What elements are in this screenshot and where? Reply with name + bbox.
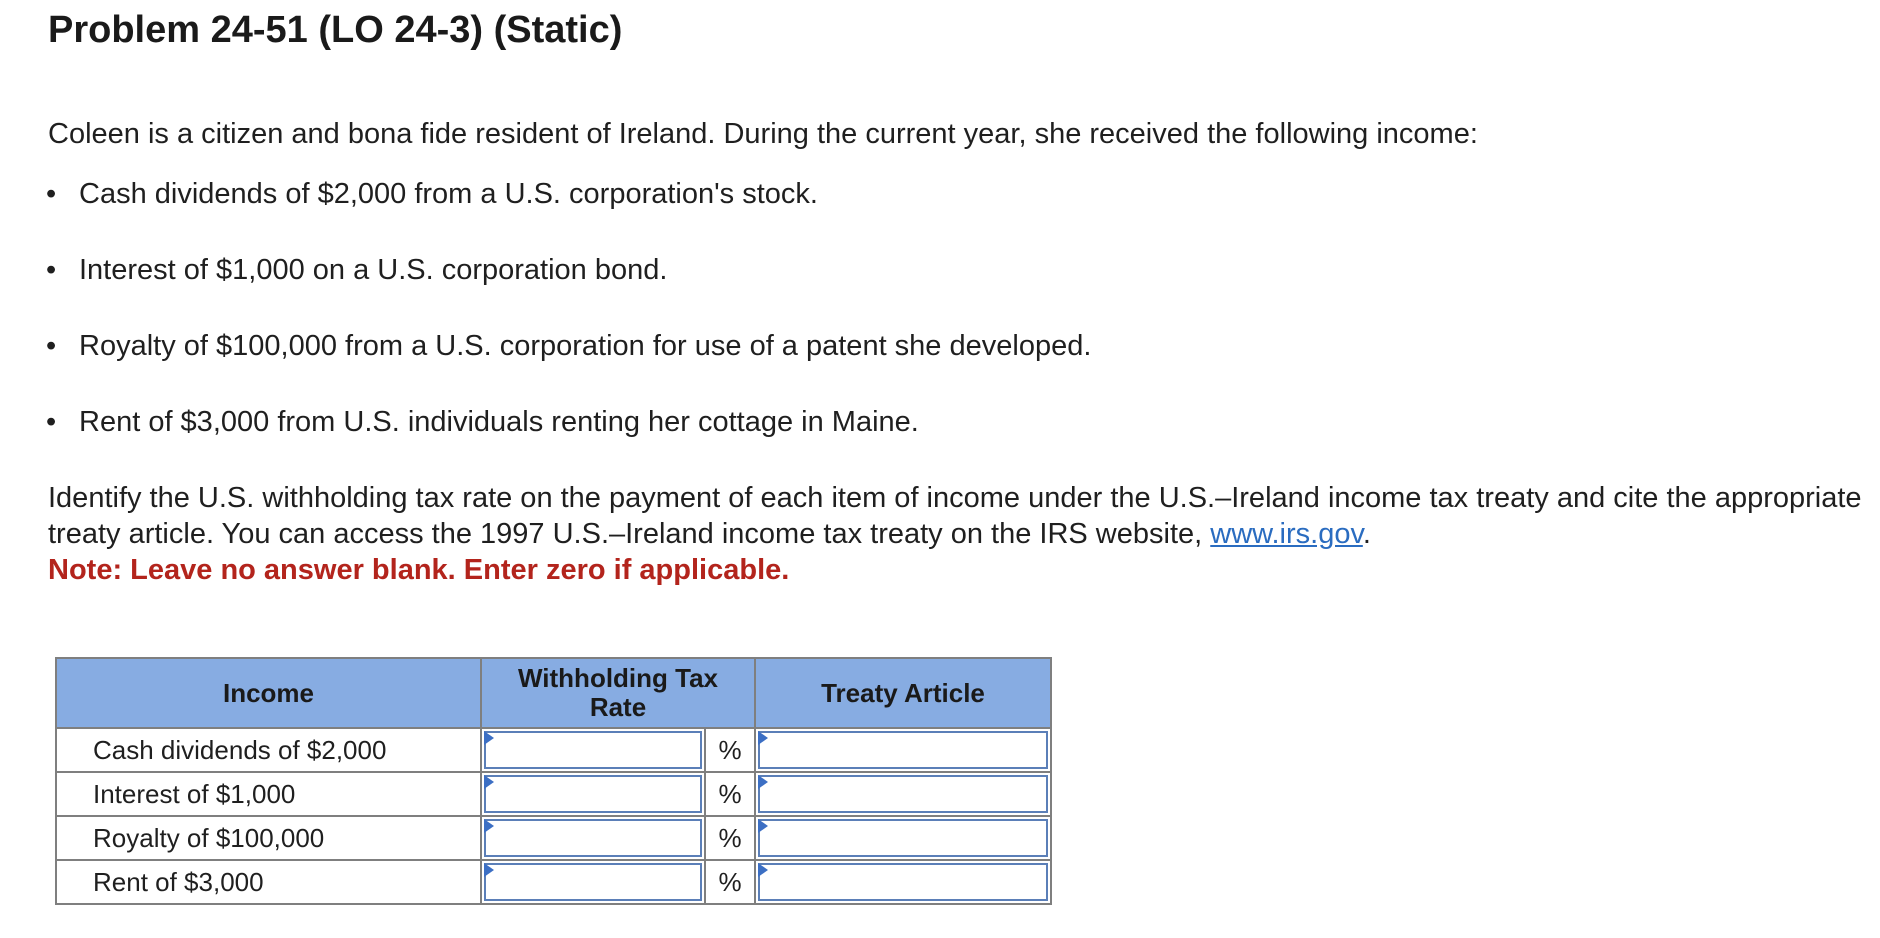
article-cell [755, 816, 1051, 860]
article-field [758, 775, 1048, 813]
input-marker-icon [484, 863, 494, 877]
irs-link[interactable]: www.irs.gov [1210, 518, 1363, 550]
table-row [56, 728, 1051, 772]
table-row [56, 816, 1051, 860]
bullet-icon: • [46, 330, 57, 362]
percent-unit: % [705, 816, 755, 860]
list-item [48, 176, 1868, 212]
list-item-text: Rent of $3,000 from U.S. individuals renting her cottage in Maine. [79, 406, 919, 438]
list-item-text: Cash dividends of $2,000 from a U.S. corporation's stock. [79, 178, 818, 210]
article-cell [755, 772, 1051, 816]
rate-cell [481, 728, 705, 772]
article-field [758, 819, 1048, 857]
rate-field [484, 775, 702, 813]
instructions [48, 480, 1873, 552]
list-item [48, 404, 1868, 440]
income-column-header: Income [56, 658, 481, 728]
income-label: Royalty of $100,000 [56, 816, 481, 860]
input-marker-icon [758, 863, 768, 877]
page-title: Problem 24-51 (LO 24-3) (Static) [48, 9, 623, 51]
rate-column-header: Withholding Tax Rate [481, 658, 755, 728]
note-text: Note: Leave no answer blank. Enter zero if applicable. [48, 554, 790, 586]
income-label: Cash dividends of $2,000 [56, 728, 481, 772]
rate-field [484, 819, 702, 857]
percent-unit: % [705, 860, 755, 904]
table-row [56, 860, 1051, 904]
rate-input[interactable] [486, 777, 700, 811]
percent-unit: % [705, 728, 755, 772]
article-input[interactable] [760, 777, 1046, 811]
input-marker-icon [484, 775, 494, 789]
bullet-icon: • [46, 178, 57, 210]
rate-field [484, 731, 702, 769]
rate-cell [481, 860, 705, 904]
article-cell [755, 728, 1051, 772]
list-item [48, 252, 1868, 288]
rate-field [484, 863, 702, 901]
bullet-icon: • [46, 254, 57, 286]
input-marker-icon [484, 731, 494, 745]
bullet-icon: • [46, 406, 57, 438]
table-header-row [56, 658, 1051, 728]
rate-cell [481, 772, 705, 816]
article-input[interactable] [760, 821, 1046, 855]
input-marker-icon [758, 819, 768, 833]
income-list [48, 176, 1868, 440]
problem-content [48, 8, 1868, 588]
list-item-text: Interest of $1,000 on a U.S. corporation bond. [79, 254, 668, 286]
income-label: Interest of $1,000 [56, 772, 481, 816]
input-marker-icon [758, 731, 768, 745]
rate-input[interactable] [486, 821, 700, 855]
rate-input[interactable] [486, 733, 700, 767]
article-field [758, 731, 1048, 769]
input-marker-icon [758, 775, 768, 789]
problem-intro: Coleen is a citizen and bona fide resident of Ireland. During the current year, she received the following income: [48, 118, 1478, 150]
rate-cell [481, 816, 705, 860]
instructions-period: . [1362, 518, 1371, 550]
article-column-header: Treaty Article [755, 658, 1051, 728]
list-item [48, 328, 1868, 364]
answer-table [55, 657, 1052, 905]
article-input[interactable] [760, 733, 1046, 767]
article-input[interactable] [760, 865, 1046, 899]
rate-input[interactable] [486, 865, 700, 899]
list-item-text: Royalty of $100,000 from a U.S. corporation for use of a patent she developed. [79, 330, 1092, 362]
article-cell [755, 860, 1051, 904]
input-marker-icon [484, 819, 494, 833]
income-label: Rent of $3,000 [56, 860, 481, 904]
percent-unit: % [705, 772, 755, 816]
article-field [758, 863, 1048, 901]
table-row [56, 772, 1051, 816]
instructions-text: Identify the U.S. withholding tax rate on the payment of each item of income under the U.S.–Ireland income tax treaty and cite the appropriate treaty article. You can access the 1997 U.S.–Ireland income tax treaty on the IRS website, [48, 482, 1862, 550]
